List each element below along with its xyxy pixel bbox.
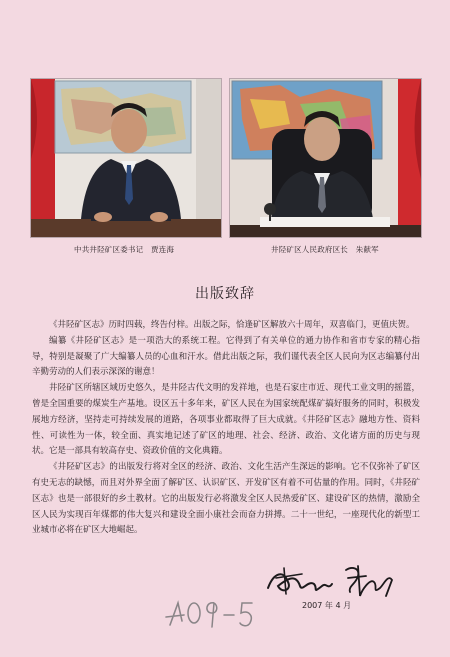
- body-text: [32, 318, 420, 539]
- caption-right: 井陉矿区人民政府区长 朱献军: [271, 245, 379, 254]
- paragraph: 井陉矿区所辖区域历史悠久，是井陉古代文明的发祥地，也是石家庄市近、现代工业文明的摇篮，曾是全国重要的煤炭生产基地。设区五十多年来，矿区人民在为国家统配煤矿搞好服务的同时，积极发展地方经济，坚持走可持续发展的道路，各项事业都取得了巨大成就。《井陉矿区志》融地方性、资料性、可读性为一体，较全面、真实地记述了矿区的地理、社会、经济、政治、文化诸方面的历史与现状。它是一部具有较高存史、资政价值的文化典籍。: [32, 383, 420, 457]
- photo-party-secretary: [30, 78, 222, 238]
- signatures-image: [262, 560, 402, 600]
- portrait-image: [31, 79, 221, 237]
- handwritten-note-image: [162, 595, 262, 635]
- date: 2007 年 4 月: [302, 601, 352, 610]
- paragraph: 《井陉矿区志》的出版发行将对全区的经济、政治、文化生活产生深远的影响。它不仅弥补了矿区有史无志的缺憾，而且对外界全面了解矿区、认识矿区、开发矿区有着不可估量的作用。同时，《井陉矿区志》也是一部很好的乡土教材。它的出版发行必将激发全区人民热爱矿区、建设矿区的热情，激励全区人民为实现百年煤都的伟大复兴和建设全面小康社会而奋力拼搏。二十一世纪，一座现代化的新型工业城市必将在矿区大地崛起。: [32, 462, 420, 536]
- photo-district-head: [229, 78, 422, 238]
- portrait-image: [230, 79, 421, 237]
- paragraph: 编纂《井陉矿区志》是一项浩大的系统工程。它得到了有关单位的通力协作和省市专家的精心指导，特别是凝聚了广大编纂人员的心血和汗水。借此出版之际，我们谨代表全区人民向为区志编纂付出辛勤劳动的人们表示深深的谢意！: [32, 335, 420, 378]
- caption-left: 中共井陉矿区委书记 贾连海: [74, 245, 175, 254]
- page-title: 出版致辞: [195, 286, 255, 302]
- paragraph: 《井陉矿区志》历时四载，终告付梓。出版之际，恰逢矿区解放六十周年，双喜临门，更值庆贺。: [49, 320, 415, 330]
